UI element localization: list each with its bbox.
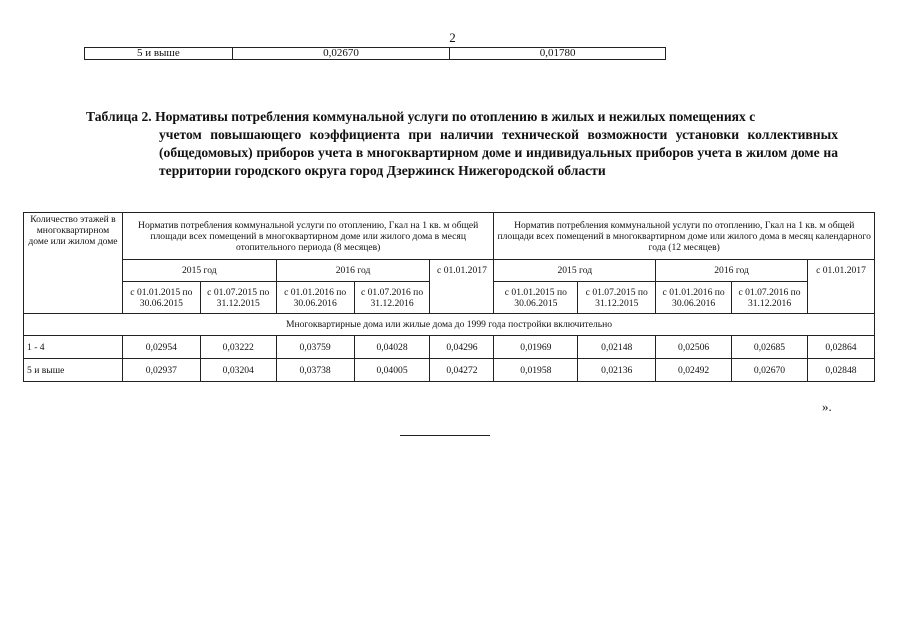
table-cell: 0,02670 — [232, 48, 450, 60]
year-header: 2015 год — [122, 260, 276, 282]
year-header: 2016 год — [656, 260, 808, 282]
page-number: 2 — [449, 30, 456, 45]
header-row — [24, 213, 875, 260]
period-header: с 01.01.2015 по 30.06.2015 — [122, 282, 200, 314]
year-header: 2016 год — [276, 260, 430, 282]
table-cell: 0,04005 — [354, 359, 430, 382]
from-2017-header: с 01.01.2017 — [430, 260, 494, 314]
table-row — [24, 336, 875, 359]
table-row — [24, 359, 875, 382]
period-header: с 01.07.2016 по 31.12.2016 — [732, 282, 808, 314]
table-cell: 0,04296 — [430, 336, 494, 359]
table-cell: 0,04272 — [430, 359, 494, 382]
caption-continuation: учетом повышающего коэффициента при наличии технической возможности установки коллективных (общедомовых) приборов учета в многоквартирном доме и индивидуальных приборов учета в жилом доме на территории городского округа город Дзержинск Нижегородской области — [159, 127, 838, 178]
from-2017-header: с 01.01.2017 — [807, 260, 874, 314]
section-title: Многоквартирные дома или жилые дома до 1999 года постройки включительно — [24, 314, 875, 336]
table-caption — [86, 108, 838, 180]
calendar-year-header: Норматив потребления коммунальной услуги по отоплению, Гкал на 1 кв. м общей площади всех помещений в многоквартирном доме или жилого дома в месяц календарного года (12 месяцев) — [494, 213, 875, 260]
end-divider — [400, 435, 490, 436]
table-cell: 0,02506 — [656, 336, 732, 359]
table-cell: 0,01780 — [450, 48, 666, 60]
table-row — [85, 48, 666, 60]
closing-quote-mark: ». — [822, 399, 832, 414]
year-header: 2015 год — [494, 260, 656, 282]
table-cell: 0,01958 — [494, 359, 578, 382]
period-header: с 01.07.2016 по 31.12.2016 — [354, 282, 430, 314]
heating-period-header: Норматив потребления коммунальной услуги по отоплению, Гкал на 1 кв. м общей площади всех помещений в многоквартирном доме или жилого дома в месяц отопительного периода (8 месяцев) — [122, 213, 494, 260]
year-header-row — [24, 260, 875, 282]
period-header: с 01.01.2016 по 30.06.2016 — [276, 282, 354, 314]
table-cell: 0,04028 — [354, 336, 430, 359]
floors-header: Количество этажей в многоквартирном доме или жилом доме — [24, 213, 123, 314]
table-cell: 0,03222 — [200, 336, 276, 359]
table-cell: 0,02848 — [807, 359, 874, 382]
table-cell: 5 и выше — [85, 48, 233, 60]
table-cell: 0,02864 — [807, 336, 874, 359]
period-header: с 01.01.2016 по 30.06.2016 — [656, 282, 732, 314]
norms-table — [23, 212, 875, 382]
table-cell: 0,02670 — [732, 359, 808, 382]
continued-table — [84, 47, 666, 60]
table-cell: 0,03759 — [276, 336, 354, 359]
table-cell: 0,02492 — [656, 359, 732, 382]
table-cell: 0,02148 — [578, 336, 656, 359]
table-cell: 0,03738 — [276, 359, 354, 382]
period-header: с 01.07.2015 по 31.12.2015 — [200, 282, 276, 314]
table-cell: 0,01969 — [494, 336, 578, 359]
caption-line-1: Таблица 2. Нормативы потребления коммунальной услуги по отоплению в жилых и нежилых помещениях с — [86, 109, 756, 124]
section-row — [24, 314, 875, 336]
table-cell: 0,03204 — [200, 359, 276, 382]
period-header: с 01.07.2015 по 31.12.2015 — [578, 282, 656, 314]
table-cell: 0,02685 — [732, 336, 808, 359]
table-cell: 0,02954 — [122, 336, 200, 359]
row-label: 5 и выше — [24, 359, 123, 382]
row-label: 1 - 4 — [24, 336, 123, 359]
table-cell: 0,02136 — [578, 359, 656, 382]
period-header: с 01.01.2015 по 30.06.2015 — [494, 282, 578, 314]
table-cell: 0,02937 — [122, 359, 200, 382]
